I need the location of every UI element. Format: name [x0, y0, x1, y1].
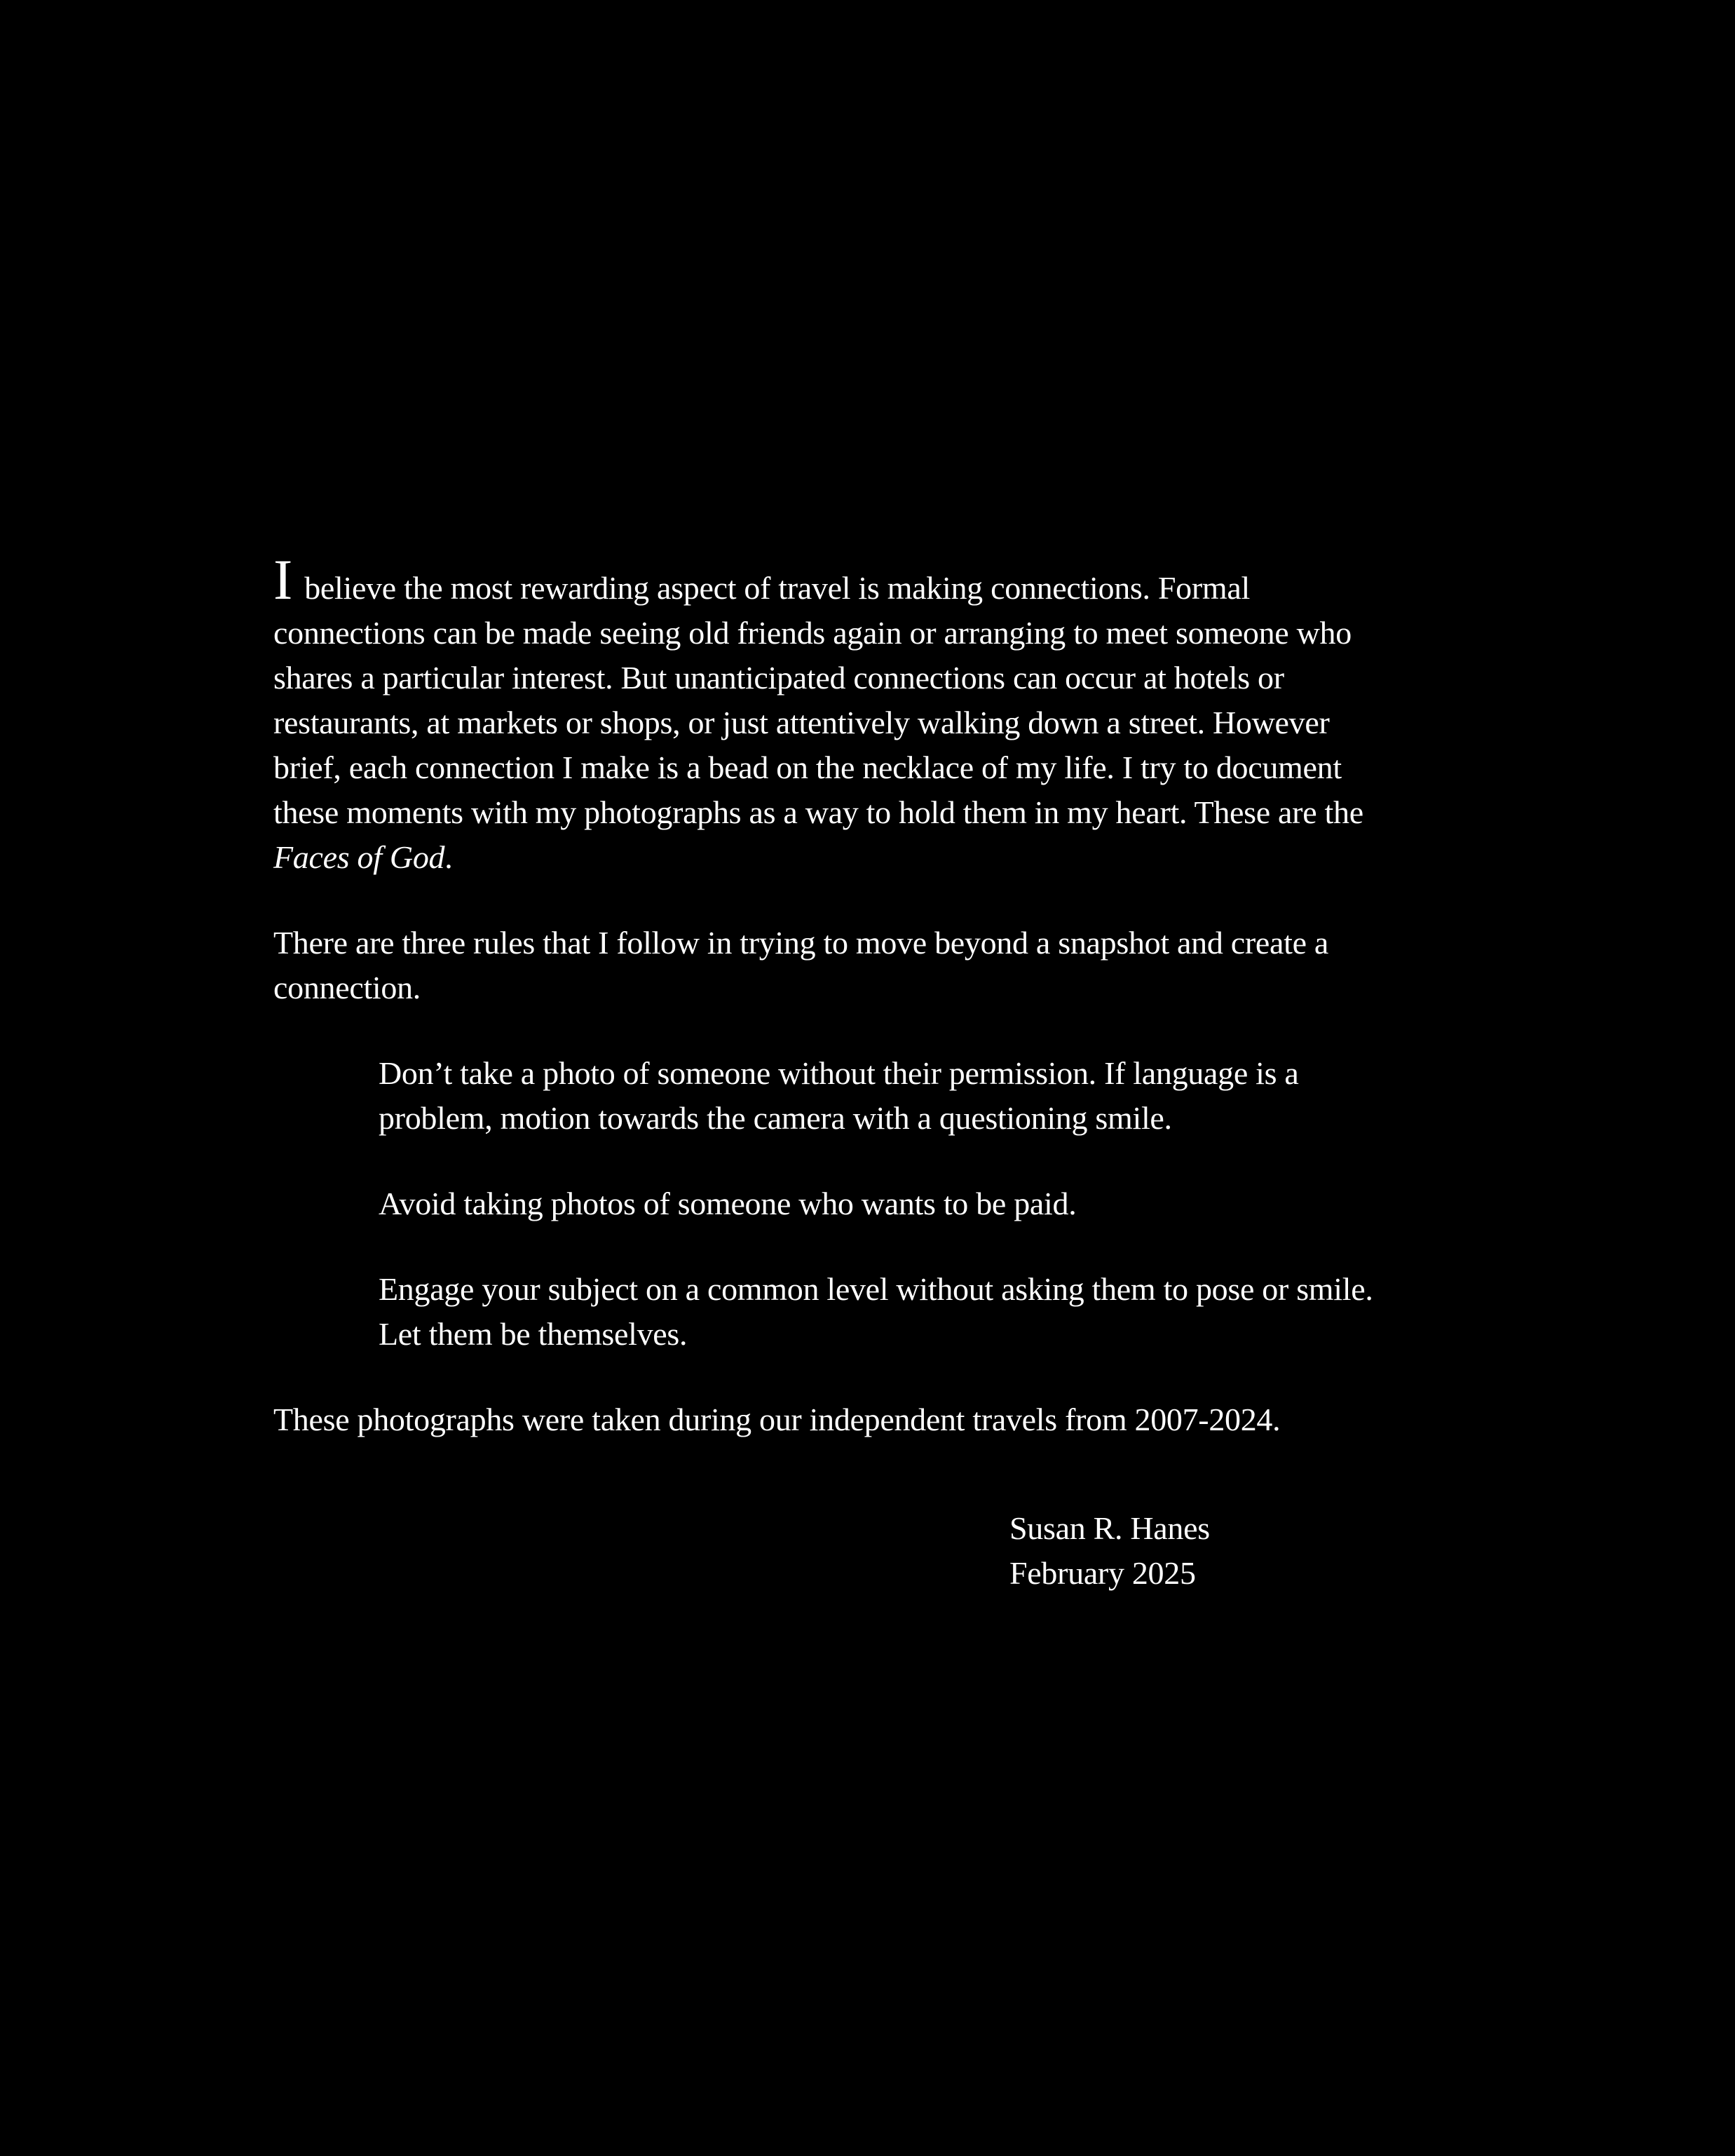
author-name: Susan R. Hanes: [1009, 1510, 1210, 1546]
signature-block: [1009, 1506, 1210, 1596]
rule-line: Don’t take a photo of someone without their permission. If language is a: [379, 1055, 1299, 1091]
rule-line: problem, motion towards the camera with a questioning smile.: [379, 1100, 1172, 1136]
rule-item: [273, 1267, 1465, 1357]
intro-line: [273, 548, 1465, 611]
statement-text: [273, 548, 1465, 1442]
rules-intro-paragraph: [273, 921, 1465, 1010]
spacer: [273, 1010, 1465, 1051]
spacer: [273, 1141, 1465, 1181]
rules-intro-line: connection.: [273, 970, 421, 1005]
spacer: [273, 880, 1465, 921]
intro-line: [273, 835, 1465, 880]
intro-paragraph: [273, 548, 1465, 880]
intro-line: connections can be made seeing old friends again or arranging to meet someone who: [273, 615, 1352, 651]
rule-item: [273, 1051, 1465, 1141]
spacer: [273, 1357, 1465, 1397]
title-period: .: [444, 839, 453, 875]
rule-line: Let them be themselves.: [379, 1316, 688, 1352]
intro-line: brief, each connection I make is a bead on the necklace of my life. I try to document: [273, 750, 1342, 785]
intro-line: restaurants, at markets or shops, or just attentively walking down a street. However: [273, 705, 1330, 740]
rules-intro-line: There are three rules that I follow in trying to move beyond a snapshot and create a: [273, 925, 1329, 961]
faces-of-god-title: Faces of God: [273, 839, 445, 875]
intro-line-text: believe the most rewarding aspect of travel is making connections. Formal: [297, 570, 1250, 606]
rule-item: [273, 1181, 1465, 1226]
rule-line: Engage your subject on a common level without asking them to pose or smile.: [379, 1271, 1373, 1307]
signature-date: February 2025: [1009, 1555, 1196, 1591]
drop-cap: I: [273, 548, 293, 611]
spacer: [273, 1226, 1465, 1267]
rule-line: Avoid taking photos of someone who wants to be paid.: [379, 1186, 1077, 1221]
closing-sentence: These photographs were taken during our independent travels from 2007-2024.: [273, 1402, 1281, 1437]
intro-line: these moments with my photographs as a way to hold them in my heart. These are the: [273, 794, 1363, 830]
intro-line: shares a particular interest. But unanticipated connections can occur at hotels or: [273, 660, 1284, 696]
